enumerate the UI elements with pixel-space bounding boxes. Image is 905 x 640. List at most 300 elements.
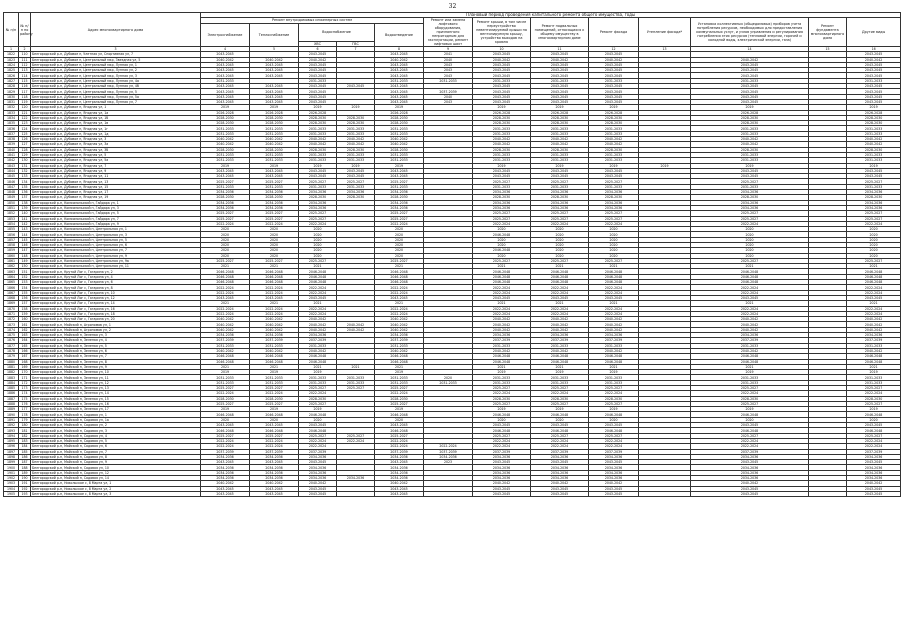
row-period-cell: 2034-2036 bbox=[299, 476, 337, 481]
row-period-cell: 2028-2030 bbox=[201, 396, 250, 401]
row-period-cell: 2034-2036 bbox=[847, 200, 901, 205]
row-period-cell: 2043-2045 bbox=[375, 94, 424, 99]
row-period-cell: 2031-2033 bbox=[201, 131, 250, 136]
row-number: 1891 bbox=[4, 417, 19, 422]
column-number: 7 bbox=[337, 47, 375, 52]
row-period-cell: 2043-2045 bbox=[201, 84, 250, 89]
row-period-cell: 2043-2045 bbox=[201, 168, 250, 173]
row-period-cell: 2034-2036 bbox=[473, 205, 531, 210]
row-period-cell: 2031-2033 bbox=[531, 158, 589, 163]
row-period-cell: 2040-2042 bbox=[531, 322, 589, 327]
row-period-cell: 2040-2042 bbox=[375, 142, 424, 147]
row-period-cell: 2040 bbox=[424, 57, 473, 62]
row-period-cell: 2021 bbox=[847, 364, 901, 369]
row-period-cell: 2040-2042 bbox=[531, 137, 589, 142]
row-period-cell: 2046-2048 bbox=[531, 280, 589, 285]
column-number: 14 bbox=[691, 47, 809, 52]
row-number: 1843 bbox=[4, 163, 19, 168]
row-period-cell: 2043-2045 bbox=[250, 295, 299, 300]
row-address: Белгородский р-н, Майский п, Зеленая ул, 12 bbox=[31, 380, 201, 385]
row-period-cell: 2043-2045 bbox=[299, 89, 337, 94]
row-period-cell: 2043-2045 bbox=[299, 295, 337, 300]
row-period-cell: 2043-2045 bbox=[589, 89, 639, 94]
row-period-cell: 2028-2030 bbox=[589, 195, 639, 200]
row-period-cell: 2046-2048 bbox=[589, 274, 639, 279]
row-period-cell: 2022-2024 bbox=[375, 391, 424, 396]
row-period-cell: 2040-2042 bbox=[201, 481, 250, 486]
row-period-cell: 2019 bbox=[589, 370, 639, 375]
row-period-cell: 2034-2036 bbox=[299, 470, 337, 475]
row-period-cell: 2034-2036 bbox=[250, 470, 299, 475]
row-period-cell: 2019 bbox=[847, 370, 901, 375]
row-period-cell: 2040-2042 bbox=[691, 317, 809, 322]
row-address: Белгородский р-н, Комсомольский п, Центральная ул, 5 bbox=[31, 237, 201, 242]
row-period-cell: 2021 bbox=[691, 264, 809, 269]
row-period-cell: 2043-2045 bbox=[250, 168, 299, 173]
row-period-cell: 2031-2033 bbox=[375, 152, 424, 157]
row-period-cell: 2034-2036 bbox=[473, 465, 531, 470]
row-period-cell: 2031-2033 bbox=[201, 375, 250, 380]
row-period-cell: 2025-2027 bbox=[691, 211, 809, 216]
row-address: Белгородский р-н, Майский п, Садовая ул, 14 bbox=[31, 476, 201, 481]
row-period-cell: 2034-2036 bbox=[531, 205, 589, 210]
row-period-cell: 2025-2027 bbox=[589, 179, 639, 184]
row-period-cell: 2043-2045 bbox=[299, 486, 337, 491]
row-period-cell: 2031-2033 bbox=[299, 375, 337, 380]
row-period-cell: 2043-2045 bbox=[531, 460, 589, 465]
row-period-cell: 2019 bbox=[473, 105, 531, 110]
row-period-cell: 2020 bbox=[299, 242, 337, 247]
row-period-cell: 2022-2024 bbox=[589, 285, 639, 290]
row-period-cell: 2019 bbox=[299, 407, 337, 412]
row-period-cell: 2031-2033 bbox=[375, 380, 424, 385]
row-address: Белгородский р-н, Майский п, Зеленая ул, 6 bbox=[31, 348, 201, 353]
row-address: Белгородский р-н, Крутой Лог с, Гагарина ул, 2 bbox=[31, 269, 201, 274]
row-period-cell: 2034-2036 bbox=[250, 333, 299, 338]
row-period-cell: 2040-2042 bbox=[847, 137, 901, 142]
row-district-number: 110 bbox=[19, 52, 31, 57]
row-period-cell: 2043-2045 bbox=[375, 486, 424, 491]
row-number: 1844 bbox=[4, 168, 19, 173]
row-period-cell: 2019 bbox=[337, 163, 375, 168]
row-number: 1902 bbox=[4, 476, 19, 481]
row-period-cell: 2043-2045 bbox=[589, 94, 639, 99]
row-period-cell: 2021 bbox=[201, 364, 250, 369]
row-address: Белгородский р-н, Комсомольский п, Гайдара ул, 7 bbox=[31, 216, 201, 221]
row-period-cell: 2046-2048 bbox=[691, 280, 809, 285]
row-period-cell: 2037-2039 bbox=[691, 338, 809, 343]
row-period-cell: 2025-2027 bbox=[847, 211, 901, 216]
row-period-cell: 2043-2045 bbox=[299, 73, 337, 78]
row-address: Белгородский р-н, Майский п, Агрономов ул, 2 bbox=[31, 327, 201, 332]
row-period-cell: 2022-2024 bbox=[473, 438, 531, 443]
row-period-cell: 2028-2030 bbox=[375, 115, 424, 120]
row-period-cell: 2034-2036 bbox=[531, 200, 589, 205]
row-period-cell: 2034-2036 bbox=[589, 470, 639, 475]
row-period-cell: 2040-2042 bbox=[299, 57, 337, 62]
row-period-cell: 2046-2048 bbox=[691, 412, 809, 417]
row-period-cell: 2031-2033 bbox=[250, 343, 299, 348]
row-period-cell: 2043-2045 bbox=[299, 94, 337, 99]
column-number: 4 bbox=[201, 47, 250, 52]
row-period-cell: 2034-2036 bbox=[299, 465, 337, 470]
row-period-cell: 2022-2024 bbox=[691, 311, 809, 316]
row-district-number: 191 bbox=[19, 481, 31, 486]
row-number: 1858 bbox=[4, 242, 19, 247]
row-period-cell: 2040-2042 bbox=[201, 57, 250, 62]
row-period-cell: 2046-2048 bbox=[299, 280, 337, 285]
row-period-cell: 2020 bbox=[589, 237, 639, 242]
row-period-cell: 2022-2024 bbox=[691, 438, 809, 443]
row-period-cell: 2037-2039 bbox=[250, 338, 299, 343]
row-period-cell: 2046-2048 bbox=[201, 269, 250, 274]
row-period-cell: 2040-2042 bbox=[299, 348, 337, 353]
row-number: 1898 bbox=[4, 454, 19, 459]
row-number: 1905 bbox=[4, 491, 19, 496]
row-period-cell: 2043-2045 bbox=[201, 52, 250, 57]
row-district-number: 121 bbox=[19, 110, 31, 115]
row-district-number: 147 bbox=[19, 248, 31, 253]
row-period-cell: 2019 bbox=[639, 163, 691, 168]
row-period-cell: 2031-2033 bbox=[847, 78, 901, 83]
row-address: Белгородский р-н, Майский п, Зеленая ул, 5 bbox=[31, 343, 201, 348]
row-district-number: 190 bbox=[19, 476, 31, 481]
row-number: 1847 bbox=[4, 184, 19, 189]
row-period-cell: 2043 bbox=[424, 99, 473, 104]
row-period-cell: 2022-2024 bbox=[250, 306, 299, 311]
row-period-cell: 2034-2036 bbox=[299, 200, 337, 205]
row-period-cell: 2043-2045 bbox=[691, 99, 809, 104]
row-period-cell: 2020 bbox=[589, 242, 639, 247]
row-period-cell: 2021 bbox=[375, 264, 424, 269]
row-period-cell: 2019 bbox=[531, 407, 589, 412]
row-period-cell: 2028-2030 bbox=[847, 396, 901, 401]
row-address: Белгородский р-н, Дубовое п, Ягодная ул, 1а bbox=[31, 110, 201, 115]
row-period-cell: 2025-2027 bbox=[531, 386, 589, 391]
row-period-cell: 2046-2048 bbox=[847, 412, 901, 417]
row-period-cell: 2022-2024 bbox=[375, 444, 424, 449]
row-district-number: 116 bbox=[19, 84, 31, 89]
row-period-cell: 2022-2024 bbox=[250, 290, 299, 295]
row-address: Белгородский р-н, Комсомольский п, Гайдара ул, 1 bbox=[31, 200, 201, 205]
row-period-cell: 2022-2024 bbox=[589, 444, 639, 449]
row-period-cell: 2031-2033 bbox=[589, 158, 639, 163]
row-period-cell: 2031-2033 bbox=[589, 343, 639, 348]
row-period-cell: 2040-2042 bbox=[589, 481, 639, 486]
row-period-cell: 2046-2048 bbox=[847, 354, 901, 359]
row-period-cell: 2043-2045 bbox=[531, 423, 589, 428]
row-period-cell: 2025-2027 bbox=[531, 401, 589, 406]
row-number: 1861 bbox=[4, 258, 19, 263]
row-period-cell: 2031-2033 bbox=[250, 184, 299, 189]
row-period-cell: 2034-2036 bbox=[847, 205, 901, 210]
row-district-number: 169 bbox=[19, 364, 31, 369]
row-period-cell: 2022-2024 bbox=[691, 444, 809, 449]
row-period-cell: 2046-2048 bbox=[847, 280, 901, 285]
row-period-cell: 2031-2033 bbox=[201, 78, 250, 83]
row-period-cell: 2019 bbox=[375, 163, 424, 168]
row-period-cell: 2031-2033 bbox=[847, 184, 901, 189]
row-period-cell: 2021 bbox=[473, 364, 531, 369]
row-period-cell: 2043-2045 bbox=[589, 99, 639, 104]
row-period-cell: 2034-2036 bbox=[337, 476, 375, 481]
row-district-number: 177 bbox=[19, 407, 31, 412]
row-period-cell: 2026-2028 bbox=[589, 110, 639, 115]
row-address: Белгородский р-н, Крутой Лог с, Гагарина ул, 16 bbox=[31, 306, 201, 311]
row-district-number: 159 bbox=[19, 311, 31, 316]
header-drain: Водоотведение bbox=[375, 23, 424, 47]
row-address: Белгородский р-н, Комсомольский п, Центральная ул, 9а bbox=[31, 258, 201, 263]
row-period-cell: 2031-2033 bbox=[473, 78, 531, 83]
row-period-cell: 2019 bbox=[531, 163, 589, 168]
row-address: Белгородский р-н, Дубовое п, Ягодная ул, 9 bbox=[31, 168, 201, 173]
row-address: Белгородский р-н, Дубовое п, Ягодная ул, 1в bbox=[31, 121, 201, 126]
column-number: 13 bbox=[639, 47, 691, 52]
row-period-cell: 2022-2024 bbox=[201, 438, 250, 443]
row-district-number: 134 bbox=[19, 179, 31, 184]
row-period-cell: 2043-2045 bbox=[691, 295, 809, 300]
row-period-cell: 2020 bbox=[531, 248, 589, 253]
row-period-cell: 2028-2030 bbox=[691, 147, 809, 152]
row-number: 1856 bbox=[4, 232, 19, 237]
row-period-cell: 2034-2036 bbox=[589, 190, 639, 195]
row-period-cell: 2020 bbox=[299, 253, 337, 258]
row-period-cell: 2028-2030 bbox=[589, 121, 639, 126]
row-period-cell: 2043-2045 bbox=[691, 62, 809, 67]
row-number: 1851 bbox=[4, 205, 19, 210]
row-period-cell: 2040-2042 bbox=[201, 322, 250, 327]
row-district-number: 162 bbox=[19, 327, 31, 332]
row-address: Белгородский р-н, Дубовое п, Ягодная ул, 3б bbox=[31, 147, 201, 152]
row-period-cell: 2019 bbox=[691, 407, 809, 412]
row-number: 1899 bbox=[4, 460, 19, 465]
row-period-cell: 2022-2024 bbox=[201, 391, 250, 396]
row-period-cell: 2022-2024 bbox=[250, 221, 299, 226]
row-number: 1848 bbox=[4, 190, 19, 195]
row-period-cell: 2043-2045 bbox=[201, 62, 250, 67]
row-period-cell: 2022-2024 bbox=[375, 311, 424, 316]
row-period-cell: 2025-2027 bbox=[691, 401, 809, 406]
row-period-cell: 2022-2024 bbox=[691, 391, 809, 396]
row-period-cell: 2026-2028 bbox=[299, 110, 337, 115]
row-period-cell: 2020 bbox=[691, 227, 809, 232]
table-body bbox=[4, 52, 901, 497]
row-period-cell: 2022-2024 bbox=[531, 391, 589, 396]
row-period-cell: 2021 bbox=[299, 264, 337, 269]
row-period-cell: 2031-2033 bbox=[531, 131, 589, 136]
row-period-cell: 2031-2033 bbox=[589, 184, 639, 189]
row-district-number: 125 bbox=[19, 131, 31, 136]
row-period-cell: 2043-2045 bbox=[847, 94, 901, 99]
row-number: 1874 bbox=[4, 327, 19, 332]
row-period-cell: 2020 bbox=[299, 417, 337, 422]
row-period-cell: 2031-2033 bbox=[337, 375, 375, 380]
header-gvs: ГВС bbox=[337, 42, 375, 47]
row-period-cell: 2043-2045 bbox=[531, 62, 589, 67]
row-period-cell: 2046-2048 bbox=[375, 359, 424, 364]
row-period-cell: 2025-2027 bbox=[691, 433, 809, 438]
row-period-cell: 2040-2042 bbox=[250, 142, 299, 147]
row-district-number: 149 bbox=[19, 258, 31, 263]
row-period-cell: 2031-2033 bbox=[847, 343, 901, 348]
row-period-cell: 2020 bbox=[375, 227, 424, 232]
row-period-cell: 2034-2036 bbox=[531, 470, 589, 475]
row-period-cell: 2031-2033 bbox=[375, 131, 424, 136]
row-period-cell: 2034-2036 bbox=[531, 465, 589, 470]
row-period-cell: 2019 bbox=[691, 105, 809, 110]
row-period-cell: 2034-2036 bbox=[473, 333, 531, 338]
row-period-cell: 2031-2033 bbox=[531, 375, 589, 380]
row-address: Белгородский р-н, Майский п, Садовая ул, 1а bbox=[31, 417, 201, 422]
row-period-cell: 2046-2048 bbox=[589, 359, 639, 364]
row-district-number: 163 bbox=[19, 333, 31, 338]
row-period-cell: 2020 bbox=[531, 232, 589, 237]
column-number: 2 bbox=[19, 47, 31, 52]
row-district-number: 136 bbox=[19, 190, 31, 195]
row-period-cell: 2034-2036 bbox=[250, 476, 299, 481]
row-period-cell: 2046-2048 bbox=[531, 412, 589, 417]
row-period-cell: 2031-2033 bbox=[375, 184, 424, 189]
row-period-cell: 2025-2027 bbox=[691, 216, 809, 221]
row-period-cell: 2031-2033 bbox=[473, 158, 531, 163]
row-address: Белгородский р-н, Дубовое п, Центральный мкр, Лунная ул, 1 bbox=[31, 62, 201, 67]
row-period-cell: 2043-2045 bbox=[201, 460, 250, 465]
row-period-cell: 2034-2036 bbox=[201, 476, 250, 481]
row-period-cell: 2025-2027 bbox=[691, 386, 809, 391]
row-number: 1900 bbox=[4, 465, 19, 470]
row-period-cell: 2040-2042 bbox=[847, 481, 901, 486]
row-address: Белгородский р-н, Дубовое п, Центральный мкр, Звездная ул, 5 bbox=[31, 57, 201, 62]
row-period-cell: 2025-2027 bbox=[250, 386, 299, 391]
row-period-cell: 2019 bbox=[531, 370, 589, 375]
row-address: Белгородский р-н, Майский п, Садовая ул, 2 bbox=[31, 423, 201, 428]
row-address: Белгородский р-н, Дубовое п, Ягодная ул, 1д bbox=[31, 131, 201, 136]
row-period-cell: 2040-2042 bbox=[337, 142, 375, 147]
row-number: 1868 bbox=[4, 295, 19, 300]
row-period-cell: 2022-2024 bbox=[250, 285, 299, 290]
row-period-cell: 2026-2028 bbox=[847, 110, 901, 115]
row-period-cell: 2037-2039 bbox=[201, 449, 250, 454]
row-period-cell: 2043-2045 bbox=[201, 491, 250, 496]
row-period-cell: 2046-2048 bbox=[531, 359, 589, 364]
row-period-cell: 2031-2033 bbox=[250, 131, 299, 136]
row-period-cell: 2034-2036 bbox=[691, 205, 809, 210]
row-period-cell: 2019 bbox=[250, 370, 299, 375]
row-period-cell: 2019 bbox=[201, 407, 250, 412]
row-period-cell: 2046-2048 bbox=[299, 274, 337, 279]
row-district-number: 176 bbox=[19, 401, 31, 406]
row-period-cell: 2046-2048 bbox=[589, 428, 639, 433]
header-heat: Теплоснабжение bbox=[250, 23, 299, 47]
row-period-cell: 2020 bbox=[250, 253, 299, 258]
row-period-cell: 2043-2045 bbox=[299, 62, 337, 67]
row-period-cell: 2040-2042 bbox=[250, 57, 299, 62]
row-period-cell: 2025-2027 bbox=[299, 211, 337, 216]
row-district-number: 188 bbox=[19, 465, 31, 470]
row-district-number: 153 bbox=[19, 280, 31, 285]
row-period-cell: 2034-2036 bbox=[201, 454, 250, 459]
row-period-cell: 2026-2028 bbox=[375, 110, 424, 115]
row-period-cell: 2022-2024 bbox=[201, 221, 250, 226]
row-period-cell: 2037-2039 bbox=[473, 449, 531, 454]
row-period-cell: 2019 bbox=[847, 105, 901, 110]
row-number: 1855 bbox=[4, 227, 19, 232]
row-number: 1822 bbox=[4, 52, 19, 57]
row-period-cell: 2046-2048 bbox=[250, 280, 299, 285]
row-period-cell: 2040-2042 bbox=[847, 317, 901, 322]
row-period-cell: 2025-2027 bbox=[299, 258, 337, 263]
row-period-cell: 2046-2048 bbox=[375, 412, 424, 417]
row-period-cell: 2022-2024 bbox=[531, 290, 589, 295]
row-period-cell: 2034-2036 bbox=[691, 200, 809, 205]
row-period-cell: 2034-2036 bbox=[847, 454, 901, 459]
row-period-cell: 2021 bbox=[375, 301, 424, 306]
row-period-cell: 2019 bbox=[201, 370, 250, 375]
row-period-cell: 2040-2042 bbox=[299, 142, 337, 147]
row-number: 1903 bbox=[4, 481, 19, 486]
row-period-cell: 2034-2036 bbox=[201, 465, 250, 470]
row-number: 1842 bbox=[4, 158, 19, 163]
row-period-cell: 2020 bbox=[201, 248, 250, 253]
row-district-number: 127 bbox=[19, 142, 31, 147]
row-period-cell: 2022-2024 bbox=[299, 221, 337, 226]
row-period-cell: 2022-2024 bbox=[691, 285, 809, 290]
row-period-cell: 2025-2027 bbox=[250, 216, 299, 221]
row-period-cell: 2021 bbox=[691, 364, 809, 369]
row-period-cell: 2043-2045 bbox=[531, 491, 589, 496]
row-period-cell: 2025-2027 bbox=[201, 258, 250, 263]
row-number: 1853 bbox=[4, 216, 19, 221]
row-period-cell: 2031-2033 bbox=[847, 380, 901, 385]
row-period-cell: 2043-2045 bbox=[337, 168, 375, 173]
row-period-cell: 2031-2033 bbox=[473, 131, 531, 136]
row-period-cell: 2043-2045 bbox=[531, 486, 589, 491]
row-period-cell: 2031-2033 bbox=[691, 158, 809, 163]
row-period-cell: 2034-2036 bbox=[531, 454, 589, 459]
row-period-cell: 2026-2028 bbox=[250, 110, 299, 115]
row-period-cell: 2028-2030 bbox=[473, 396, 531, 401]
row-period-cell: 2034-2036 bbox=[691, 465, 809, 470]
row-number: 1841 bbox=[4, 152, 19, 157]
row-period-cell: 2040-2042 bbox=[847, 57, 901, 62]
row-district-number: 129 bbox=[19, 152, 31, 157]
row-period-cell: 2040-2042 bbox=[375, 322, 424, 327]
row-period-cell: 2043-2045 bbox=[589, 460, 639, 465]
row-period-cell: 2022-2024 bbox=[473, 306, 531, 311]
row-period-cell: 2040-2042 bbox=[473, 327, 531, 332]
row-period-cell: 2022-2024 bbox=[201, 444, 250, 449]
row-period-cell: 2040-2042 bbox=[250, 481, 299, 486]
row-period-cell: 2020 bbox=[691, 232, 809, 237]
row-period-cell: 2040-2042 bbox=[250, 327, 299, 332]
row-period-cell: 2040-2042 bbox=[691, 348, 809, 353]
row-period-cell: 2040-2042 bbox=[531, 348, 589, 353]
row-period-cell: 2046-2048 bbox=[201, 412, 250, 417]
row-period-cell: 2046-2048 bbox=[299, 412, 337, 417]
row-period-cell: 2025-2027 bbox=[847, 386, 901, 391]
row-district-number: 157 bbox=[19, 301, 31, 306]
row-address: Белгородский р-н, Дубовое п, Ягодная ул, 3 bbox=[31, 137, 201, 142]
row-address: Белгородский р-н, Комсомольский п, Гайдара ул, 9 bbox=[31, 221, 201, 226]
row-period-cell: 2025-2027 bbox=[473, 179, 531, 184]
row-period-cell: 2043-2045 bbox=[691, 168, 809, 173]
row-period-cell: 2022-2024 bbox=[531, 285, 589, 290]
row-period-cell: 2019 bbox=[473, 370, 531, 375]
row-period-cell: 2043-2045 bbox=[847, 486, 901, 491]
capital-repair-schedule-table bbox=[3, 12, 901, 497]
row-period-cell: 2040-2042 bbox=[250, 137, 299, 142]
row-period-cell bbox=[337, 491, 375, 496]
